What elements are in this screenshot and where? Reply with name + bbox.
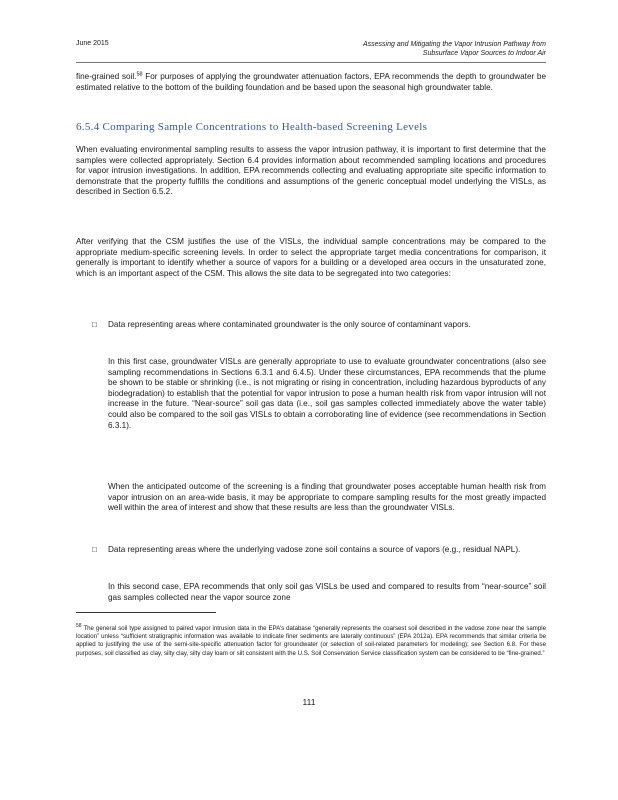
bullet-text: Data representing areas where the underlying vadose zone soil contains a source of vapors (e.g., residual NAPL). <box>108 545 521 554</box>
section-heading: 6.5.4 Comparing Sample Concentrations to Health-based Screening Levels <box>76 121 428 133</box>
subparagraph-anticipated-outcome: When the anticipated outcome of the screening is a finding that groundwater poses acceptable human health risk from vapor intrusion on an area-wide basis, it may be appropriate to compare sampling results for the most greatly impacted well within the area of interest and show that these results are less than the groundwater VISLs. <box>108 482 546 513</box>
page-number: 111 <box>302 697 316 707</box>
footnote-text: The general soil type assigned to paired vapor intrusion data in the EPA’s database “generally represents the coarsest soil described in the vadose zone near the sample location” unless “sufficient stratigraphic information was available to indicate finer sediments are laterally continuous” (EPA 2012a). EPA recommends that similar criteria be applied to justifying the use of the semi-site-specific attenuation factor for groundwater (or selection of soil-related parameters for modeling); see Section 6.8. For these purposes, soil classified as clay, silty clay, silty clay loam or silt consistent with the U.S. Soil Conservation Service classification system can be considered to be “fine-grained.” <box>76 625 546 657</box>
paragraph-text-end: For purposes of applying the groundwater attenuation factors, EPA recommends the depth to groundwater be estimated relative to the bottom of the building foundation and be based upon the seasonal high groundwater table. <box>76 72 547 92</box>
paragraph-groundwater-depth <box>76 72 546 93</box>
footnote <box>76 622 546 658</box>
paragraph-text-start: fine-grained soil. <box>76 72 137 81</box>
paragraph-evaluating-results: When evaluating environmental sampling results to assess the vapor intrusion pathway, it is important to first determine that the samples were collected appropriately. Section 6.4 provides information about recommended sampling locations and procedures for vapor intrusion investigations. In addition, EPA recommends collecting and evaluating appropriate site specific information to demonstrate that the property fulfills the conditions and assumptions of the generic conceptual model underlying the VISLs, as described in Section 6.5.2. <box>76 145 546 197</box>
subparagraph-first-case: In this first case, groundwater VISLs are generally appropriate to use to evaluate groundwater concentrations (also see sampling recommendations in Sections 6.3.1 and 6.4.5). Under these circumstances, EPA recommends that the plume be shown to be stable or shrinking (i.e., is not migrating or rising in concentration, including hazardous byproducts of any biodegradation) to establish that the potential for vapor intrusion to pose a human health risk from vapor intrusion will not increase in the future. “Near-source” soil gas data (i.e., soil gas samples collected immediately above the water table) could also be compared to the soil gas VISLs to obtain a corroborating line of evidence (see recommendations in Section 6.3.1). <box>108 357 546 430</box>
bullet-box-icon: □ <box>92 545 97 554</box>
footnote-divider <box>76 612 216 613</box>
footnote-number: 58 <box>76 622 82 629</box>
subparagraph-second-case: In this second case, EPA recommends that only soil gas VISLs be used and compared to results from “near-source” soil gas samples collected near the vapor source zone <box>108 582 546 602</box>
header-divider <box>76 62 546 63</box>
header-date: June 2015 <box>76 40 109 47</box>
header-title-line2: Subsurface Vapor Sources to Indoor Air <box>422 50 546 57</box>
bullet-text: Data representing areas where contaminated groundwater is the only source of contaminant vapors. <box>108 320 471 329</box>
footnote-reference: 58 <box>136 71 143 78</box>
header-title <box>286 40 546 58</box>
header-title-line1: Assessing and Mitigating the Vapor Intrusion Pathway from <box>362 41 546 48</box>
paragraph-verifying-csm: After verifying that the CSM justifies the use of the VISLs, the individual sample concentrations may be compared to the appropriate medium-specific screening levels. In order to select the appropriate target media concentrations for comparison, it generally is important to identify whether a source of vapors for a building or a developed area occurs in the unsaturated zone, which is an important aspect of the CSM. This allows the site data to be segregated into two categories: <box>76 237 546 278</box>
bullet-box-icon: □ <box>92 320 97 329</box>
